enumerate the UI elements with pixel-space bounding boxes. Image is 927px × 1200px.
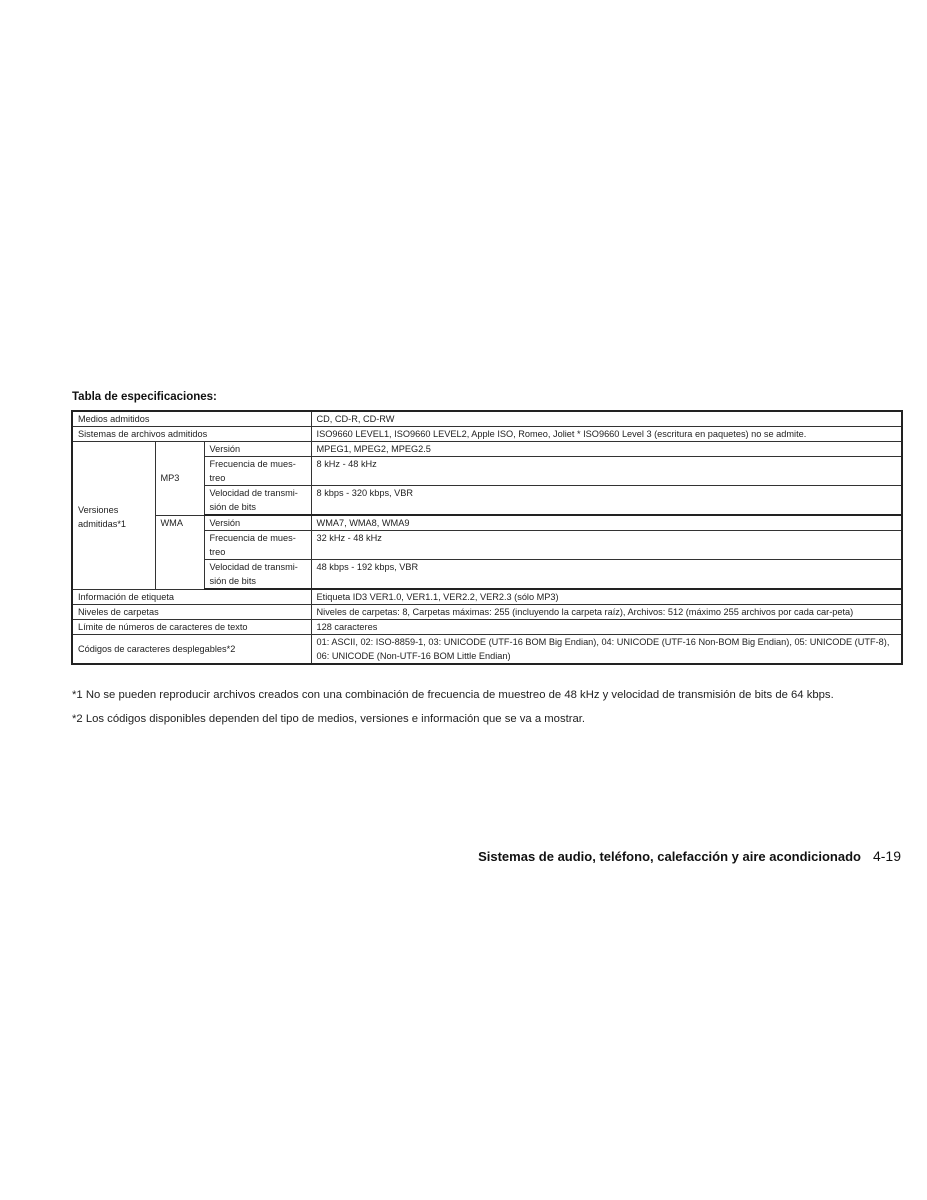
specifications-table — [71, 410, 903, 665]
sistemas-value: ISO9660 LEVEL1, ISO9660 LEVEL2, Apple ISO, Romeo, Joliet * ISO9660 Level 3 (escritura en paquetes) no se admite. — [311, 427, 902, 442]
footnote-1: *1 No se pueden reproducir archivos creados con una combinación de frecuencia de muestreo de 48 kHz y velocidad de transmisión de bits de 64 kbps. — [72, 689, 834, 701]
wma-frecuencia-value: 32 kHz - 48 kHz — [311, 531, 902, 560]
wma-frecuencia-label: Frecuencia de mues-treo — [204, 531, 311, 560]
limite-value: 128 caracteres — [311, 620, 902, 635]
wma-velocidad-label: Velocidad de transmi-sión de bits — [204, 560, 311, 590]
niveles-label: Niveles de carpetas — [72, 605, 311, 620]
mp3-frecuencia-value: 8 kHz - 48 kHz — [311, 457, 902, 486]
table-row — [72, 427, 902, 442]
mp3-velocidad-value: 8 kbps - 320 kbps, VBR — [311, 486, 902, 516]
medios-label: Medios admitidos — [72, 411, 311, 427]
niveles-value: Niveles de carpetas: 8, Carpetas máximas: 255 (incluyendo la carpeta raíz), Archivos: 512 (máximo 255 archivos por cada car-peta) — [311, 605, 902, 620]
wma-velocidad-value: 48 kbps - 192 kbps, VBR — [311, 560, 902, 590]
etiqueta-label: Información de etiqueta — [72, 589, 311, 605]
table-row — [72, 589, 902, 605]
codigos-value: 01: ASCII, 02: ISO-8859-1, 03: UNICODE (UTF-16 BOM Big Endian), 04: UNICODE (UTF-16 Non-BOM Big Endian), 05: UNICODE (UTF-8), 06: UNICODE (Non-UTF-16 BOM Little Endian) — [311, 635, 902, 665]
medios-value: CD, CD-R, CD-RW — [311, 411, 902, 427]
page-number: 4-19 — [872, 848, 901, 864]
table-row — [72, 411, 902, 427]
codigos-label: Códigos de caracteres desplegables*2 — [72, 635, 311, 665]
wma-version-value: WMA7, WMA8, WMA9 — [311, 515, 902, 531]
sistemas-label: Sistemas de archivos admitidos — [72, 427, 311, 442]
mp3-frecuencia-label: Frecuencia de mues-treo — [204, 457, 311, 486]
table-row — [72, 635, 902, 665]
mp3-velocidad-label: Velocidad de transmi-sión de bits — [204, 486, 311, 516]
page-footer — [478, 848, 901, 864]
limite-label: Límite de números de caracteres de texto — [72, 620, 311, 635]
wma-label: WMA — [155, 515, 204, 589]
table-row — [72, 515, 902, 531]
etiqueta-value: Etiqueta ID3 VER1.0, VER1.1, VER2.2, VER2.3 (sólo MP3) — [311, 589, 902, 605]
table-row — [72, 605, 902, 620]
footer-section-title: Sistemas de audio, teléfono, calefacción y aire acondicionado — [478, 849, 861, 864]
footnote-2: *2 Los códigos disponibles dependen del tipo de medios, versiones e información que se va a mostrar. — [72, 713, 586, 725]
wma-version-label: Versión — [204, 515, 311, 531]
table-title: Tabla de especificaciones: — [72, 391, 217, 403]
mp3-version-value: MPEG1, MPEG2, MPEG2.5 — [311, 442, 902, 457]
versiones-label: Versiones admitidas*1 — [72, 442, 155, 590]
mp3-version-label: Versión — [204, 442, 311, 457]
table-row — [72, 620, 902, 635]
mp3-label: MP3 — [155, 442, 204, 516]
table-row — [72, 442, 902, 457]
